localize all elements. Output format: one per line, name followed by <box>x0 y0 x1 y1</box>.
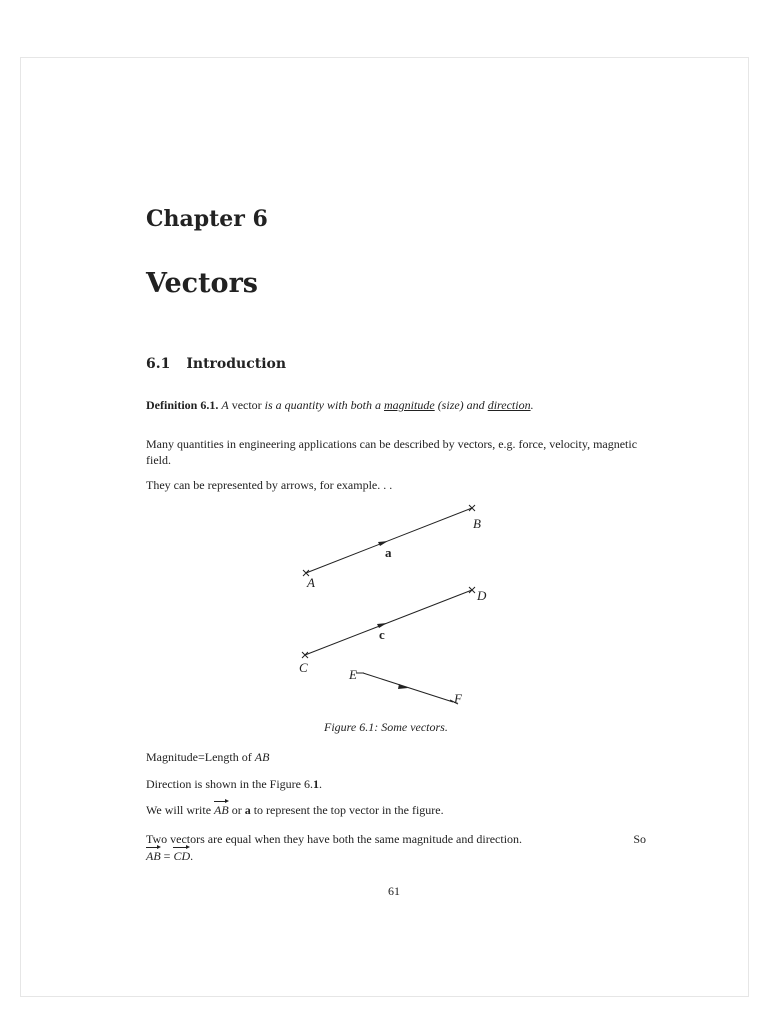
direction-text: Direction is shown in the Figure 6. <box>146 777 313 791</box>
equality-formula <box>146 849 193 864</box>
notation-text: or <box>231 803 242 817</box>
notation-text: We will write <box>146 803 212 817</box>
chapter-title: Vectors <box>146 268 258 299</box>
definition-magnitude: magnitude <box>384 398 435 412</box>
vector-a-line <box>306 508 472 573</box>
definition-label: Definition 6.1. <box>146 398 219 412</box>
vector-ef-line <box>363 673 453 702</box>
equality-line <box>146 832 646 847</box>
vector-a-bold: a <box>244 803 251 817</box>
paragraph-quantities: Many quantities in engineering applications can be described by vectors, e.g. force, velocity, magnetic field. <box>146 437 638 467</box>
definition-text: (size) and <box>437 398 485 412</box>
section-number: 6.1 <box>146 356 171 372</box>
notation-line <box>146 803 444 818</box>
definition-direction: direction <box>487 398 531 412</box>
point-d-cross <box>469 587 475 593</box>
figure-caption: Figure 6.1: Some vectors. <box>324 720 448 734</box>
label-e-point: E <box>349 667 357 682</box>
chapter-label: Chapter 6 <box>146 206 268 232</box>
definition-text: A <box>221 398 229 412</box>
point-c-cross <box>302 652 308 658</box>
label-b-point: B <box>473 516 481 531</box>
label-f-point: F <box>454 691 462 706</box>
vectors-figure <box>290 500 490 720</box>
definition <box>146 398 534 413</box>
vector-cd-notation: CD <box>173 849 191 863</box>
magnitude-line <box>146 750 269 765</box>
direction-line <box>146 777 322 792</box>
equality-so: So <box>633 832 646 846</box>
definition-term: vector <box>231 398 262 412</box>
label-a-point: A <box>307 575 315 590</box>
page-number: 61 <box>388 884 400 898</box>
vector-c-line <box>305 590 472 655</box>
direction-period: . <box>318 777 322 791</box>
point-b-cross <box>469 505 475 511</box>
direction-figure-number: 1 <box>312 777 319 791</box>
label-d-point: D <box>477 588 487 603</box>
equality-period: . <box>190 849 194 863</box>
label-vector-a: a <box>385 545 392 560</box>
vector-ab-notation: AB <box>146 849 161 863</box>
section-heading <box>146 356 286 372</box>
equals-sign: = <box>163 849 171 863</box>
magnitude-var: AB <box>254 750 270 764</box>
notation-text: to represent the top vector in the figure. <box>253 803 444 817</box>
label-vector-c: c <box>379 627 385 642</box>
definition-period: . <box>530 398 534 412</box>
paragraph-arrows: They can be represented by arrows, for example. . . <box>146 478 393 492</box>
vector-ab-notation: AB <box>214 803 229 817</box>
magnitude-text: Magnitude=Length of <box>146 750 252 764</box>
definition-text: is a quantity with both a <box>264 398 382 412</box>
section-title: Introduction <box>186 356 287 372</box>
label-c-point: C <box>299 660 308 675</box>
equality-text: Two vectors are equal when they have both the same magnitude and direction. <box>146 832 523 846</box>
